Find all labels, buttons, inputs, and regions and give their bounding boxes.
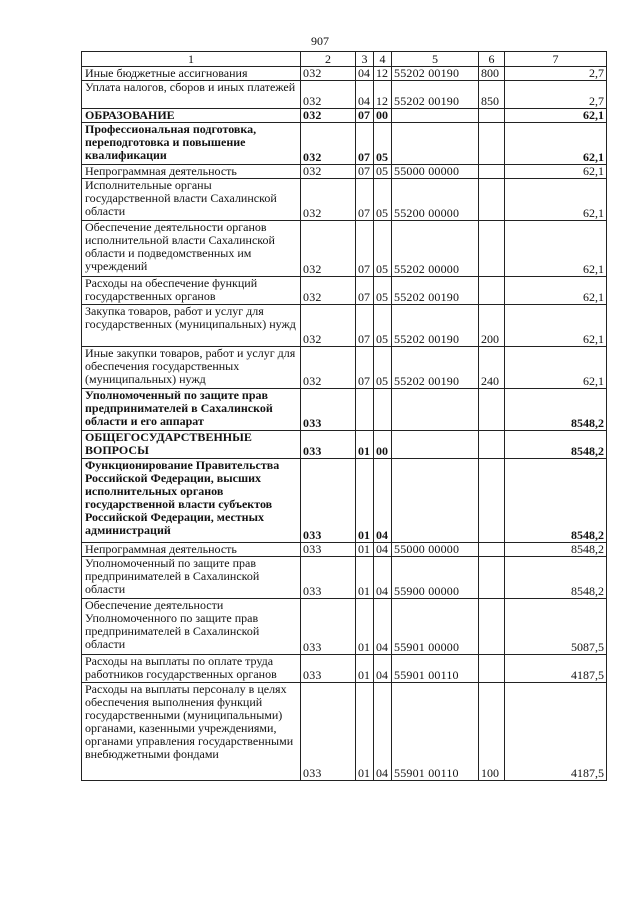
amount-cell: 62,1 bbox=[505, 123, 607, 165]
expense-type-cell bbox=[479, 277, 505, 305]
subsection-code-cell: 04 bbox=[374, 683, 392, 781]
department-code-cell: 032 bbox=[301, 81, 356, 109]
budget-table bbox=[81, 51, 607, 781]
expense-type-cell bbox=[479, 599, 505, 655]
row-name-cell: ОБЩЕГОСУДАРСТВЕННЫЕ ВОПРОСЫ bbox=[82, 431, 301, 459]
target-article-cell: 55202 00190 bbox=[392, 305, 479, 347]
table-row bbox=[82, 165, 607, 179]
table-row bbox=[82, 655, 607, 683]
department-code-cell: 032 bbox=[301, 221, 356, 277]
table-row bbox=[82, 221, 607, 277]
subsection-code-cell: 12 bbox=[374, 67, 392, 81]
row-name-cell: Иные закупки товаров, работ и услуг для обеспечения государственных (муниципальных) нужд bbox=[82, 347, 301, 389]
column-header: 7 bbox=[505, 52, 607, 67]
row-name-cell: Непрограммная деятельность bbox=[82, 165, 301, 179]
row-name-cell: Закупка товаров, работ и услуг для государственных (муниципальных) нужд bbox=[82, 305, 301, 347]
table-row bbox=[82, 557, 607, 599]
target-article-cell: 55901 00110 bbox=[392, 683, 479, 781]
target-article-cell: 55000 00000 bbox=[392, 543, 479, 557]
subsection-code-cell: 12 bbox=[374, 81, 392, 109]
department-code-cell: 033 bbox=[301, 557, 356, 599]
expense-type-cell bbox=[479, 557, 505, 599]
target-article-cell bbox=[392, 459, 479, 543]
subsection-code-cell: 04 bbox=[374, 543, 392, 557]
subsection-code-cell: 00 bbox=[374, 431, 392, 459]
section-code-cell bbox=[356, 389, 374, 431]
target-article-cell bbox=[392, 109, 479, 123]
header-row bbox=[82, 52, 607, 67]
table-row bbox=[82, 599, 607, 655]
target-article-cell: 55901 00000 bbox=[392, 599, 479, 655]
table-row bbox=[82, 389, 607, 431]
subsection-code-cell bbox=[374, 389, 392, 431]
department-code-cell: 033 bbox=[301, 459, 356, 543]
section-code-cell: 04 bbox=[356, 67, 374, 81]
amount-cell: 2,7 bbox=[505, 81, 607, 109]
table-row bbox=[82, 305, 607, 347]
amount-cell: 4187,5 bbox=[505, 683, 607, 781]
amount-cell: 62,1 bbox=[505, 109, 607, 123]
section-code-cell: 07 bbox=[356, 123, 374, 165]
subsection-code-cell: 04 bbox=[374, 459, 392, 543]
section-code-cell: 07 bbox=[356, 277, 374, 305]
amount-cell: 62,1 bbox=[505, 165, 607, 179]
column-header: 3 bbox=[356, 52, 374, 67]
expense-type-cell: 200 bbox=[479, 305, 505, 347]
row-name-cell: Уполномоченный по защите прав предпринимателей в Сахалинской области bbox=[82, 557, 301, 599]
subsection-code-cell: 05 bbox=[374, 277, 392, 305]
target-article-cell bbox=[392, 123, 479, 165]
target-article-cell: 55901 00110 bbox=[392, 655, 479, 683]
section-code-cell: 01 bbox=[356, 655, 374, 683]
department-code-cell: 032 bbox=[301, 305, 356, 347]
expense-type-cell: 100 bbox=[479, 683, 505, 781]
expense-type-cell bbox=[479, 165, 505, 179]
expense-type-cell bbox=[479, 221, 505, 277]
department-code-cell: 033 bbox=[301, 683, 356, 781]
expense-type-cell: 850 bbox=[479, 81, 505, 109]
row-name-cell: Расходы на обеспечение функций государственных органов bbox=[82, 277, 301, 305]
table-row bbox=[82, 431, 607, 459]
section-code-cell: 01 bbox=[356, 459, 374, 543]
row-name-cell: Обеспечение деятельности Уполномоченного по защите прав предпринимателей в Сахалинской области bbox=[82, 599, 301, 655]
table-row bbox=[82, 67, 607, 81]
department-code-cell: 032 bbox=[301, 347, 356, 389]
target-article-cell: 55202 00190 bbox=[392, 81, 479, 109]
expense-type-cell bbox=[479, 389, 505, 431]
table-row bbox=[82, 347, 607, 389]
target-article-cell: 55202 00190 bbox=[392, 347, 479, 389]
page-number: 907 bbox=[311, 34, 329, 48]
row-name-cell: Непрограммная деятельность bbox=[82, 543, 301, 557]
subsection-code-cell: 04 bbox=[374, 557, 392, 599]
target-article-cell: 55200 00000 bbox=[392, 179, 479, 221]
table-row bbox=[82, 81, 607, 109]
amount-cell: 62,1 bbox=[505, 277, 607, 305]
expense-type-cell bbox=[479, 543, 505, 557]
subsection-code-cell: 05 bbox=[374, 305, 392, 347]
department-code-cell: 033 bbox=[301, 543, 356, 557]
subsection-code-cell: 00 bbox=[374, 109, 392, 123]
column-header: 6 bbox=[479, 52, 505, 67]
column-header: 5 bbox=[392, 52, 479, 67]
section-code-cell: 07 bbox=[356, 221, 374, 277]
department-code-cell: 032 bbox=[301, 123, 356, 165]
expense-type-cell bbox=[479, 459, 505, 543]
row-name-cell: Профессиональная подготовка, переподготовка и повышение квалификации bbox=[82, 123, 301, 165]
amount-cell: 8548,2 bbox=[505, 389, 607, 431]
department-code-cell: 032 bbox=[301, 67, 356, 81]
table-body bbox=[82, 67, 607, 781]
target-article-cell bbox=[392, 431, 479, 459]
department-code-cell: 032 bbox=[301, 165, 356, 179]
row-name-cell: Уполномоченный по защите прав предпринимателей в Сахалинской области и его аппарат bbox=[82, 389, 301, 431]
target-article-cell: 55900 00000 bbox=[392, 557, 479, 599]
subsection-code-cell: 05 bbox=[374, 123, 392, 165]
amount-cell: 8548,2 bbox=[505, 431, 607, 459]
expense-type-cell bbox=[479, 655, 505, 683]
section-code-cell: 07 bbox=[356, 305, 374, 347]
table-row bbox=[82, 459, 607, 543]
expense-type-cell: 240 bbox=[479, 347, 505, 389]
department-code-cell: 032 bbox=[301, 277, 356, 305]
row-name-cell: Расходы на выплаты персоналу в целях обеспечения выполнения функций государственными (муниципальными) органами, казенными учреждениями, органами управления государственными внебюджетными фондами bbox=[82, 683, 301, 781]
table-row bbox=[82, 683, 607, 781]
target-article-cell: 55202 00190 bbox=[392, 277, 479, 305]
row-name-cell: Исполнительные органы государственной власти Сахалинской области bbox=[82, 179, 301, 221]
expense-type-cell bbox=[479, 109, 505, 123]
row-name-cell: Иные бюджетные ассигнования bbox=[82, 67, 301, 81]
subsection-code-cell: 05 bbox=[374, 165, 392, 179]
section-code-cell: 07 bbox=[356, 179, 374, 221]
target-article-cell: 55000 00000 bbox=[392, 165, 479, 179]
table-row bbox=[82, 277, 607, 305]
amount-cell: 4187,5 bbox=[505, 655, 607, 683]
amount-cell: 62,1 bbox=[505, 347, 607, 389]
section-code-cell: 07 bbox=[356, 347, 374, 389]
amount-cell: 2,7 bbox=[505, 67, 607, 81]
table-row bbox=[82, 109, 607, 123]
target-article-cell: 55202 00190 bbox=[392, 67, 479, 81]
department-code-cell: 033 bbox=[301, 389, 356, 431]
section-code-cell: 01 bbox=[356, 543, 374, 557]
subsection-code-cell: 05 bbox=[374, 221, 392, 277]
section-code-cell: 07 bbox=[356, 109, 374, 123]
row-name-cell: Уплата налогов, сборов и иных платежей bbox=[82, 81, 301, 109]
section-code-cell: 01 bbox=[356, 599, 374, 655]
table-row bbox=[82, 123, 607, 165]
section-code-cell: 07 bbox=[356, 165, 374, 179]
expense-type-cell bbox=[479, 123, 505, 165]
department-code-cell: 033 bbox=[301, 599, 356, 655]
column-header: 4 bbox=[374, 52, 392, 67]
department-code-cell: 033 bbox=[301, 655, 356, 683]
subsection-code-cell: 04 bbox=[374, 599, 392, 655]
expense-type-cell: 800 bbox=[479, 67, 505, 81]
row-name-cell: Расходы на выплаты по оплате труда работников государственных органов bbox=[82, 655, 301, 683]
amount-cell: 8548,2 bbox=[505, 543, 607, 557]
target-article-cell: 55202 00000 bbox=[392, 221, 479, 277]
row-name-cell: ОБРАЗОВАНИЕ bbox=[82, 109, 301, 123]
column-header: 2 bbox=[301, 52, 356, 67]
department-code-cell: 033 bbox=[301, 431, 356, 459]
section-code-cell: 01 bbox=[356, 683, 374, 781]
subsection-code-cell: 04 bbox=[374, 655, 392, 683]
amount-cell: 8548,2 bbox=[505, 557, 607, 599]
table-row bbox=[82, 179, 607, 221]
subsection-code-cell: 05 bbox=[374, 179, 392, 221]
amount-cell: 62,1 bbox=[505, 179, 607, 221]
amount-cell: 62,1 bbox=[505, 221, 607, 277]
amount-cell: 5087,5 bbox=[505, 599, 607, 655]
row-name-cell: Обеспечение деятельности органов исполнительной власти Сахалинской области и подведомственных им учреждений bbox=[82, 221, 301, 277]
column-header: 1 bbox=[82, 52, 301, 67]
expense-type-cell bbox=[479, 431, 505, 459]
row-name-cell: Функционирование Правительства Российской Федерации, высших исполнительных органов государственной власти субъектов Российской Федерации, местных администраций bbox=[82, 459, 301, 543]
amount-cell: 62,1 bbox=[505, 305, 607, 347]
department-code-cell: 032 bbox=[301, 179, 356, 221]
subsection-code-cell: 05 bbox=[374, 347, 392, 389]
section-code-cell: 01 bbox=[356, 557, 374, 599]
target-article-cell bbox=[392, 389, 479, 431]
department-code-cell: 032 bbox=[301, 109, 356, 123]
expense-type-cell bbox=[479, 179, 505, 221]
section-code-cell: 04 bbox=[356, 81, 374, 109]
amount-cell: 8548,2 bbox=[505, 459, 607, 543]
section-code-cell: 01 bbox=[356, 431, 374, 459]
table-row bbox=[82, 543, 607, 557]
